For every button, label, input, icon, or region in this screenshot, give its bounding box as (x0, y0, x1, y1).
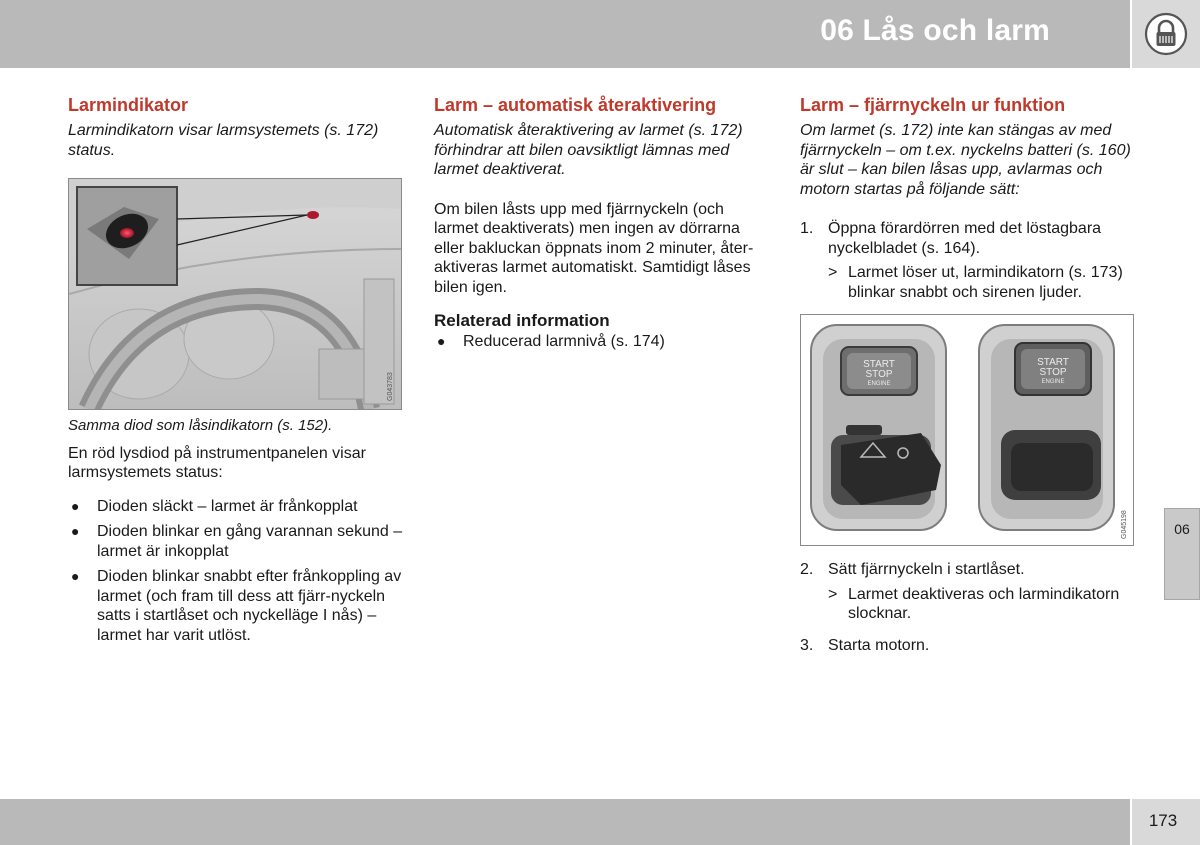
section-lead: Larmindikatorn visar larmsystemets (s. 172) status. (68, 122, 379, 159)
step-item: 2. Sätt fjärrnyckeln i startlåset. > Larmet deaktiveras och larmindikatorn slocknar. (800, 560, 1136, 624)
figure-code: G043783 (387, 372, 394, 401)
steps-list (800, 219, 1136, 302)
related-heading: Relaterad information (434, 311, 610, 330)
svg-text:ENGINE: ENGINE (1041, 379, 1065, 385)
header-icon-box (1132, 0, 1200, 68)
page-number: 173 (1148, 811, 1178, 830)
step-item: 1. Öppna förardörren med det löstagbara nyckelbladet (s. 164). > Larmet löser ut, larmindikatorn (s. 173) blinkar snabbt och sirenen ljuder. (800, 219, 1136, 302)
step-item: 3. Starta motorn. (800, 636, 930, 654)
column-remote-key-failure (800, 94, 1136, 667)
section-lead: Om larmet (s. 172) inte kan stängas av med fjärrnyckeln – om t.ex. nyckelns batteri (s. 160) är slut – kan bilen låsas upp, avlarmas och motorn startas på följande sätt: (800, 122, 1131, 198)
section-lead: Automatisk återaktivering av larmet (s. 172) förhindrar att bilen oavsiktligt lämnas med larmet deaktiverat. (434, 122, 743, 178)
figure-caption: Samma diod som låsindikatorn (s. 152). (68, 417, 333, 434)
body-text: Om bilen låsts upp med fjärrnyckeln (och larmet deaktiverats) men ingen av dörrarna eller bakluckan öppnats inom 2 minuter, åter-aktiveras larmet automatiskt. Samtidigt låses bilen igen. (434, 200, 754, 296)
steps-list-continued (800, 560, 1136, 655)
step-result: > Larmet löser ut, larmindikatorn (s. 173) blinkar snabbt och sirenen ljuder. (828, 264, 1123, 301)
svg-text:START: START (863, 359, 895, 370)
dashboard-led-figure (68, 178, 402, 410)
svg-text:ENGINE: ENGINE (867, 381, 891, 387)
svg-text:STOP: STOP (1039, 367, 1067, 378)
list-item: ● Dioden blinkar snabbt efter frånkoppling av larmet (och fram till dess att fjärr-nyckeln satts i startlåset och nyckelläge I nås) – larmet har varit utlöst. (71, 568, 402, 644)
page-number-box (1132, 799, 1200, 845)
dashboard-illustration (69, 179, 401, 409)
section-heading: Larm – automatisk återaktivering (434, 95, 717, 115)
column-larmindikator (68, 94, 404, 651)
chapter-tab[interactable] (1164, 508, 1200, 600)
column-automatic-reactivation (434, 94, 770, 358)
chapter-tab-label: 06 (1174, 521, 1190, 537)
list-item: ● Dioden blinkar en gång varannan sekund – larmet är inkopplat (71, 523, 403, 560)
padlock-icon (1144, 12, 1188, 56)
related-link[interactable]: ● Reducerad larmnivå (s. 174) (437, 333, 665, 350)
header-bar (0, 0, 1130, 68)
svg-text:START: START (1037, 357, 1069, 368)
section-heading: Larmindikator (68, 95, 189, 115)
svg-text:STOP: STOP (865, 369, 893, 380)
key-slot-illustration (801, 315, 1133, 545)
start-stop-figure (800, 314, 1134, 546)
list-item: ● Dioden släckt – larmet är frånkopplat (71, 497, 358, 515)
step-result: > Larmet deaktiveras och larmindikatorn slocknar. (828, 585, 1120, 622)
status-list (68, 497, 404, 646)
related-list (434, 332, 770, 352)
section-heading: Larm – fjärrnyckeln ur funktion (800, 95, 1066, 115)
intro-text: En röd lysdiod på instrumentpanelen visar larmsystemets status: (68, 444, 366, 481)
chapter-title: 06 Lås och larm (820, 14, 1050, 47)
figure-code: G045198 (1121, 510, 1128, 539)
footer-bar (0, 799, 1130, 845)
